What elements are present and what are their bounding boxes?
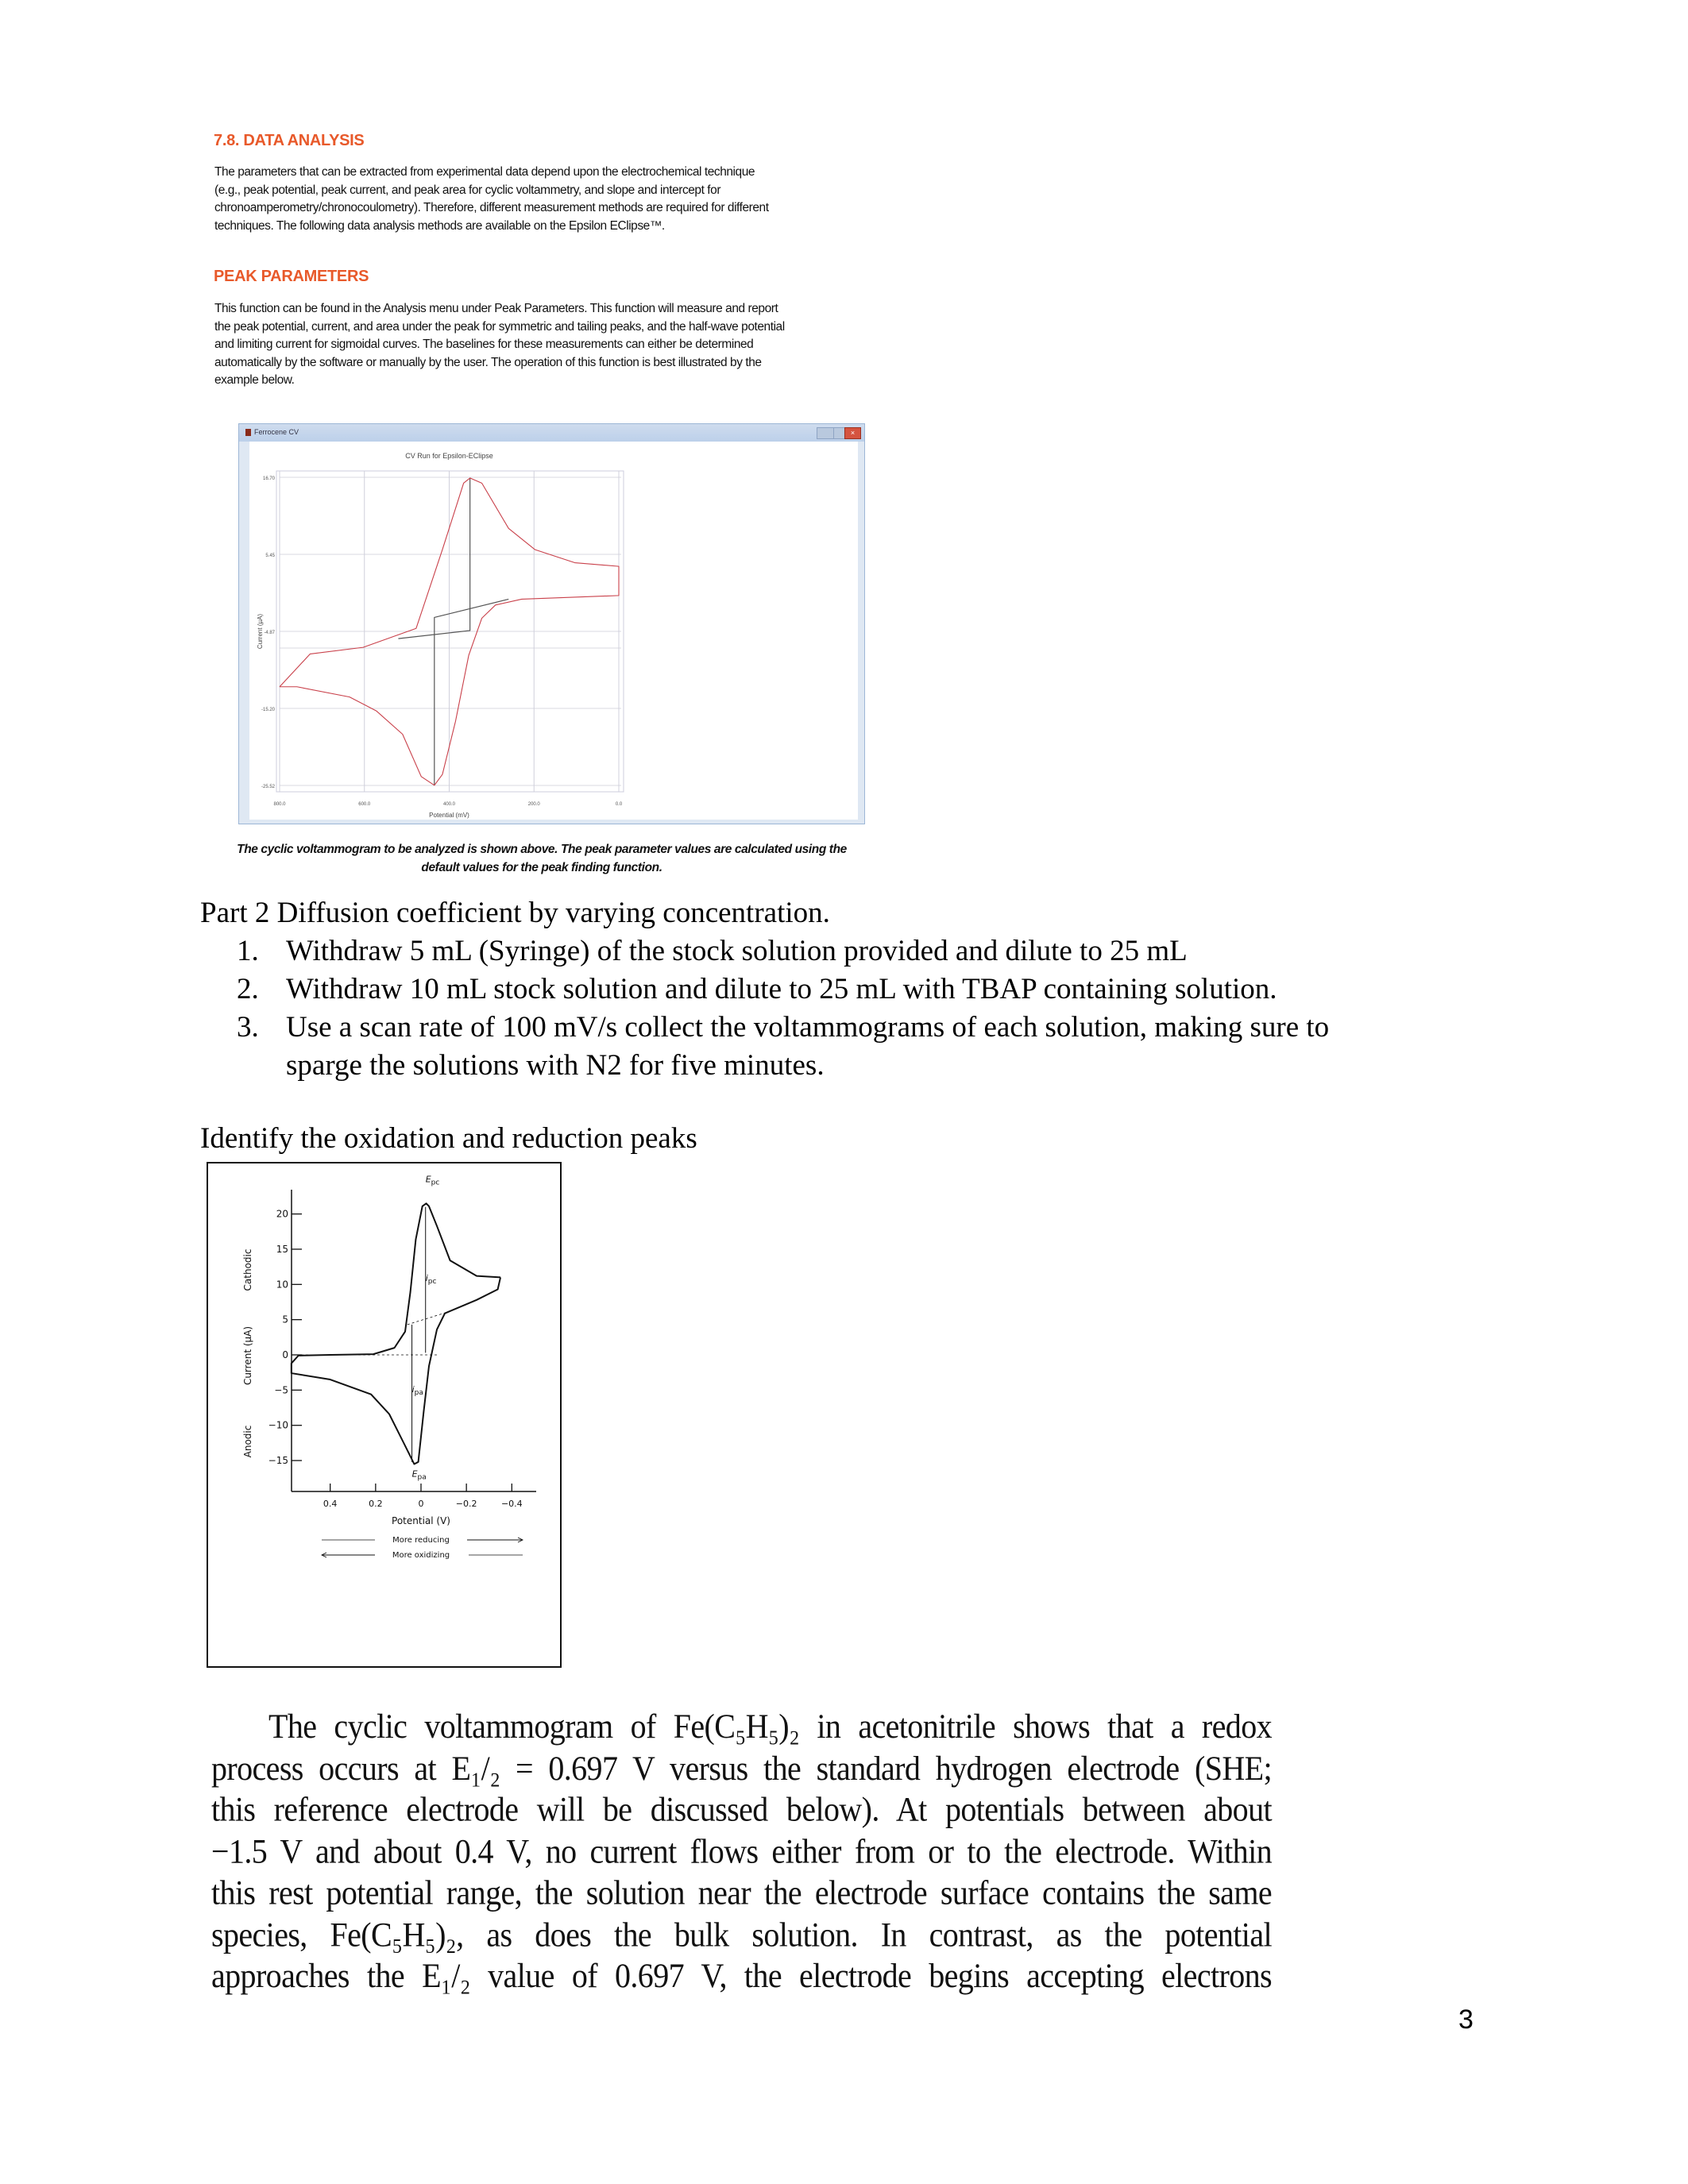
close-button[interactable]: × xyxy=(844,427,861,439)
step-number: 3. xyxy=(237,1011,259,1044)
paragraph-line: the peak potential, current, and area under the peak for symmetric and tailing peaks, and the half-wave potential xyxy=(214,319,785,334)
x-tick-label: 0.4 xyxy=(323,1499,338,1509)
y-tick-label: -15.20 xyxy=(261,708,275,712)
y-tick-label: -4.87 xyxy=(264,631,275,635)
paragraph-line: techniques. The following data analysis methods are available on the Epsilon EClipse™. xyxy=(214,218,665,233)
x-tick-label: 400.0 xyxy=(442,802,456,807)
x-tick-label: 600.0 xyxy=(358,802,371,807)
paragraph-line: The parameters that can be extracted from experimental data depend upon the electrochemical technique xyxy=(214,165,755,179)
peak-parameters-paragraph xyxy=(214,300,785,390)
left-arrow-icon xyxy=(322,1553,375,1557)
chart-title: CV Run for Epsilon-EClipse xyxy=(405,452,493,460)
excerpt-line: approaches the E₁/₂ value of 0.697 V, the electrode begins accepting electrons xyxy=(211,1956,1272,1995)
excerpt-line: The cyclic voltammogram of Fe(C₅H₅)₂ in acetonitrile shows that a redox xyxy=(268,1707,1272,1746)
paragraph-line: example below. xyxy=(214,373,295,387)
procedure-step xyxy=(200,1009,1329,1085)
y-tick-label: 15 xyxy=(276,1243,288,1255)
x-axis-label: Potential (V) xyxy=(392,1515,450,1526)
x-tick-label: 0.2 xyxy=(369,1499,383,1509)
step-text: sparge the solutions with N2 for five minutes. xyxy=(286,1049,825,1082)
y-tick-label: −5 xyxy=(274,1384,288,1396)
part2-section xyxy=(200,894,1329,1085)
excerpt-line: process occurs at E₁/₂ = 0.697 V versus the standard hydrogen electrode (SHE; xyxy=(211,1748,1272,1788)
paragraph-line: (e.g., peak potential, peak current, and peak area for cyclic voltammetry, and slope and intercept for xyxy=(214,183,721,197)
part2-title: Part 2 Diffusion coefficient by varying concentration. xyxy=(200,897,830,929)
y-tick-label: 5.45 xyxy=(265,554,275,558)
excerpt-line: species, Fe(C₅H₅)₂, as does the bulk solution. In contrast, as the potential xyxy=(211,1914,1272,1954)
plot-background xyxy=(249,442,858,820)
peak-annotation: $E_{pa}$ xyxy=(411,1468,427,1482)
x-tick-label: 0 xyxy=(418,1499,424,1509)
y-tick-label: -25.52 xyxy=(261,785,275,789)
section-heading-data-analysis: 7.8. DATA ANALYSIS xyxy=(214,132,365,149)
data-analysis-paragraph xyxy=(214,164,769,235)
procedure-list xyxy=(200,932,1329,1085)
anodic-label: Anodic xyxy=(242,1425,253,1458)
x-tick-label: 0.0 xyxy=(615,802,623,807)
step-text: Withdraw 10 mL stock solution and dilute to 25 mL with TBAP containing solution. xyxy=(286,973,1277,1005)
section-heading-peak-parameters: PEAK PARAMETERS xyxy=(214,268,369,285)
textbook-excerpt xyxy=(211,1706,1272,1997)
x-tick-label: 800.0 xyxy=(273,802,286,807)
y-tick-label: 20 xyxy=(276,1208,288,1220)
identify-peaks-prompt: Identify the oxidation and reduction peaks xyxy=(200,1122,697,1155)
excerpt-line: this rest potential range, the solution near the electrode surface contains the same xyxy=(211,1873,1272,1912)
textbook-cv-figure xyxy=(207,1162,562,1668)
cv-chart-ferrocene xyxy=(238,423,863,823)
figure-caption xyxy=(224,840,859,877)
cv-software-window xyxy=(238,423,865,824)
x-axis-label: Potential (mV) xyxy=(429,812,469,819)
paragraph-line: and limiting current for sigmoidal curves. The baselines for these measurements can either be determined xyxy=(214,338,754,351)
cathodic-label: Cathodic xyxy=(242,1248,253,1291)
peak-annotation: $E_{pc}$ xyxy=(425,1174,440,1187)
y-tick-label: −10 xyxy=(268,1419,288,1431)
x-tick-label: −0.4 xyxy=(500,1499,523,1509)
cv-chart-textbook xyxy=(207,1162,562,1668)
procedure-step xyxy=(200,970,1329,1009)
page-number: 3 xyxy=(1458,2005,1474,2035)
paragraph-line: chronoamperometry/chronocoulometry). Therefore, different measurement methods are required for different xyxy=(214,201,769,214)
right-arrow-icon xyxy=(467,1538,523,1542)
y-axis-label: Current (µA) xyxy=(242,1325,253,1386)
more-oxidizing-label: More oxidizing xyxy=(392,1551,450,1560)
y-tick-label: 0 xyxy=(282,1349,288,1360)
step-number: 1. xyxy=(237,935,259,967)
excerpt-line: −1.5 V and about 0.4 V, no current flows either from or to the electrode. Within xyxy=(211,1831,1272,1870)
y-tick-label: 16.70 xyxy=(262,477,275,481)
more-reducing-label: More reducing xyxy=(392,1536,450,1545)
x-tick-label: −0.2 xyxy=(455,1499,477,1509)
paragraph-line: This function can be found in the Analysis menu under Peak Parameters. This function will measure and report xyxy=(214,302,778,315)
window-title: Ferrocene CV xyxy=(254,428,299,436)
excerpt-line: this reference electrode will be discussed below). At potentials between about xyxy=(211,1789,1272,1829)
caption-line: The cyclic voltammogram to be analyzed is shown above. The peak parameter values are calculated using the xyxy=(237,843,847,856)
y-axis-label: Current (µA) xyxy=(257,613,264,650)
paragraph-line: automatically by the software or manually by the user. The operation of this function is best illustrated by the xyxy=(214,355,762,369)
caption-line: default values for the peak finding function. xyxy=(421,861,662,874)
x-tick-label: 200.0 xyxy=(527,802,540,807)
peak-annotation: $i_{pc}$ xyxy=(425,1272,437,1286)
step-text: Use a scan rate of 100 mV/s collect the voltammograms of each solution, making sure to xyxy=(286,1011,1330,1044)
procedure-step xyxy=(200,932,1329,970)
peak-annotation: $i_{pa}$ xyxy=(411,1384,423,1398)
y-tick-label: 10 xyxy=(276,1279,288,1291)
y-tick-label: −15 xyxy=(268,1455,288,1467)
cv-trace-line xyxy=(292,1203,500,1464)
y-tick-label: 5 xyxy=(282,1314,288,1325)
step-number: 2. xyxy=(237,973,259,1005)
step-text: Withdraw 5 mL (Syringe) of the stock solution provided and dilute to 25 mL xyxy=(286,935,1188,967)
